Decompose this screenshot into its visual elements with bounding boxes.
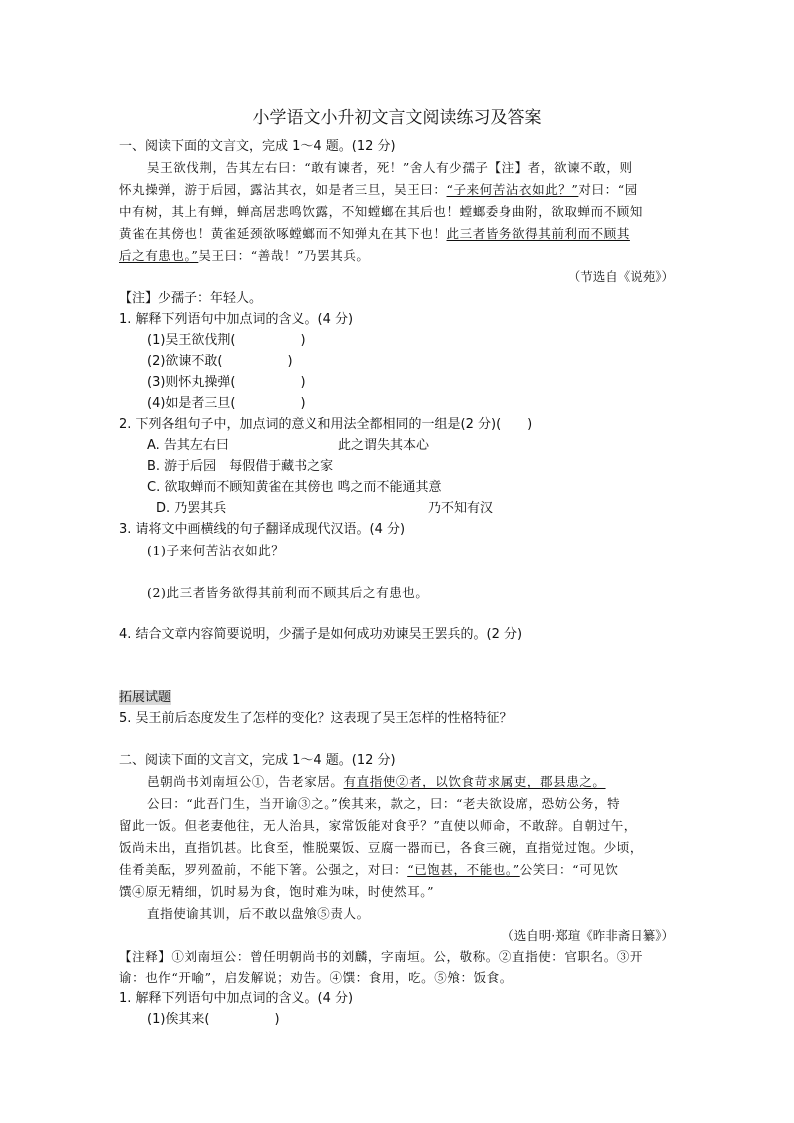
passage-1-text: 黄雀在其傍也！黄雀延颈欲啄螳螂而不知弹丸在其下也！	[119, 226, 447, 241]
passage-1-text: 吴王曰：“善哉！”乃罢其兵。	[198, 248, 370, 263]
question-3-item-2: (2)此三者皆务欲得其前利而不顾其后之有患也。	[147, 585, 429, 600]
passage-2-line-1	[147, 773, 606, 791]
passage-2-line-4: 饭尚未出，直指饥甚。比食至，惟脱粟饭、豆腐一器而已，各食三碗，直指觉过饱。少顷，	[119, 840, 644, 855]
passage-1-note: 【注】少孺子：年轻人。	[119, 291, 263, 306]
question-1-item: (1)吴王欲伐荆( )	[147, 333, 306, 348]
section-2-heading: 二、阅读下面的文言文，完成 1～4 题。(12 分)	[119, 753, 396, 768]
passage-2-text: 公笑曰：“可见饮	[519, 862, 619, 877]
question-1-item: (4)如是者三旦( )	[147, 396, 306, 411]
question-3: 3. 请将文中画横线的句子翻译成现代汉语。(4 分)	[119, 522, 406, 537]
underlined-sentence-2-end: 后之有患也。”	[119, 248, 199, 263]
passage-1-line-3: 中有树，其上有蝉，蝉高居悲鸣饮露，不知螳螂在其后也！螳螂委身曲附，欲取蝉而不顾知	[119, 204, 644, 219]
page-title: 小学语文小升初文言文阅读练习及答案	[252, 108, 542, 128]
passage-2-text: 邑朝尚书刘南垣公①，告老家居。	[147, 774, 344, 789]
option-d-right: 乃不知有汉	[428, 501, 494, 516]
passage-2-line-7: 直指使谕其训，后不敢以盘飧⑤责人。	[147, 906, 370, 921]
question-1-item: (2)欲谏不敢( )	[147, 354, 293, 369]
question-4: 4. 结合文章内容简要说明，少孺子是如何成功劝谏吴王罢兵的。(2 分)	[119, 627, 523, 642]
question-1: 1. 解释下列语句中加点词的含义。(4 分)	[119, 312, 354, 327]
passage-1-line-2	[119, 181, 638, 199]
question-2: 2. 下列各组句子中，加点词的意义和用法全都相同的一组是(2 分)( )	[119, 417, 533, 432]
passage-1-text: 对曰：“园	[578, 182, 638, 197]
question-3-item-1: (1)子来何苦沾衣如此？	[147, 543, 285, 558]
passage-1-line-1: 吴王欲伐荆，告其左右曰：“敢有谏者，死！”舍人有少孺子【注】者，欲谏不敢，则	[147, 160, 633, 175]
passage-2-source: （选自明·郑瑄《昨非斋日纂》）	[501, 928, 674, 943]
passage-2-text: 佳肴美酝，罗列盈前，不能下箸。公强之，对曰：	[119, 862, 408, 877]
section-2-question-1-item: (1)俟其来( )	[147, 1012, 280, 1027]
passage-1-line-4	[119, 225, 630, 243]
option-c: C. 欲取蝉而不顾知黄雀在其傍也 鸣之而不能通其意	[147, 480, 442, 495]
underlined-sentence-2: 此三者皆务欲得其前利而不顾其	[446, 226, 630, 241]
passage-2-line-6: 馔④原无精细，饥时易为食，饱时难为味，时使然耳。”	[119, 884, 435, 899]
passage-1-text: 怀丸操弹，游于后园，露沾其衣，如是者三旦，吴王曰：	[119, 182, 447, 197]
passage-2-line-2: 公曰：“此吾门生，当开谕③之。”俟其来，款之，曰：“老夫欲设席，恐妨公务，特	[147, 796, 621, 811]
passage-1-source: （节选自《说苑》）	[567, 269, 674, 284]
section-2-question-1: 1. 解释下列语句中加点词的含义。(4 分)	[119, 991, 354, 1006]
option-a-left: A. 告其左右曰	[147, 438, 229, 453]
option-b: B. 游于后园 每假借于藏书之家	[147, 459, 334, 474]
passage-2-note-line-1: 【注释】①刘南垣公：曾任明朝尚书的刘麟，字南垣。公，敬称。②直指使：官职名。③开	[119, 949, 644, 964]
question-1-item: (3)则怀丸操弹( )	[147, 375, 306, 390]
passage-1-line-5	[119, 247, 370, 265]
question-5: 5. 吴王前后态度发生了怎样的变化？这表现了吴王怎样的性格特征？	[119, 711, 513, 726]
underlined-sentence-1: “子来何苦沾衣如此？”	[446, 182, 579, 197]
underlined-sentence-4: “已饱甚，不能也。”	[407, 862, 520, 877]
section-1-heading: 一、阅读下面的文言文，完成 1～4 题。(12 分)	[119, 139, 396, 154]
option-a-right: 此之谓失其本心	[338, 438, 430, 453]
option-d-left: D. 乃罢其兵	[156, 501, 227, 516]
extension-label-text: 拓展试题	[119, 690, 172, 705]
extension-label	[119, 689, 171, 707]
passage-2-note-line-2: 谕：也作“开喻”，启发解说；劝告。④馔：食用，吃。⑤飧：饭食。	[119, 970, 513, 985]
underlined-sentence-3: 有直指使②者，以饮食苛求属吏，郡县患之。	[343, 774, 606, 789]
passage-2-line-3: 留此一饭。但老妻他往，无人治具，家常饭能对食乎？”直使以师命，不敢辞。自朝过午，	[119, 818, 637, 833]
passage-2-line-5	[119, 861, 618, 879]
